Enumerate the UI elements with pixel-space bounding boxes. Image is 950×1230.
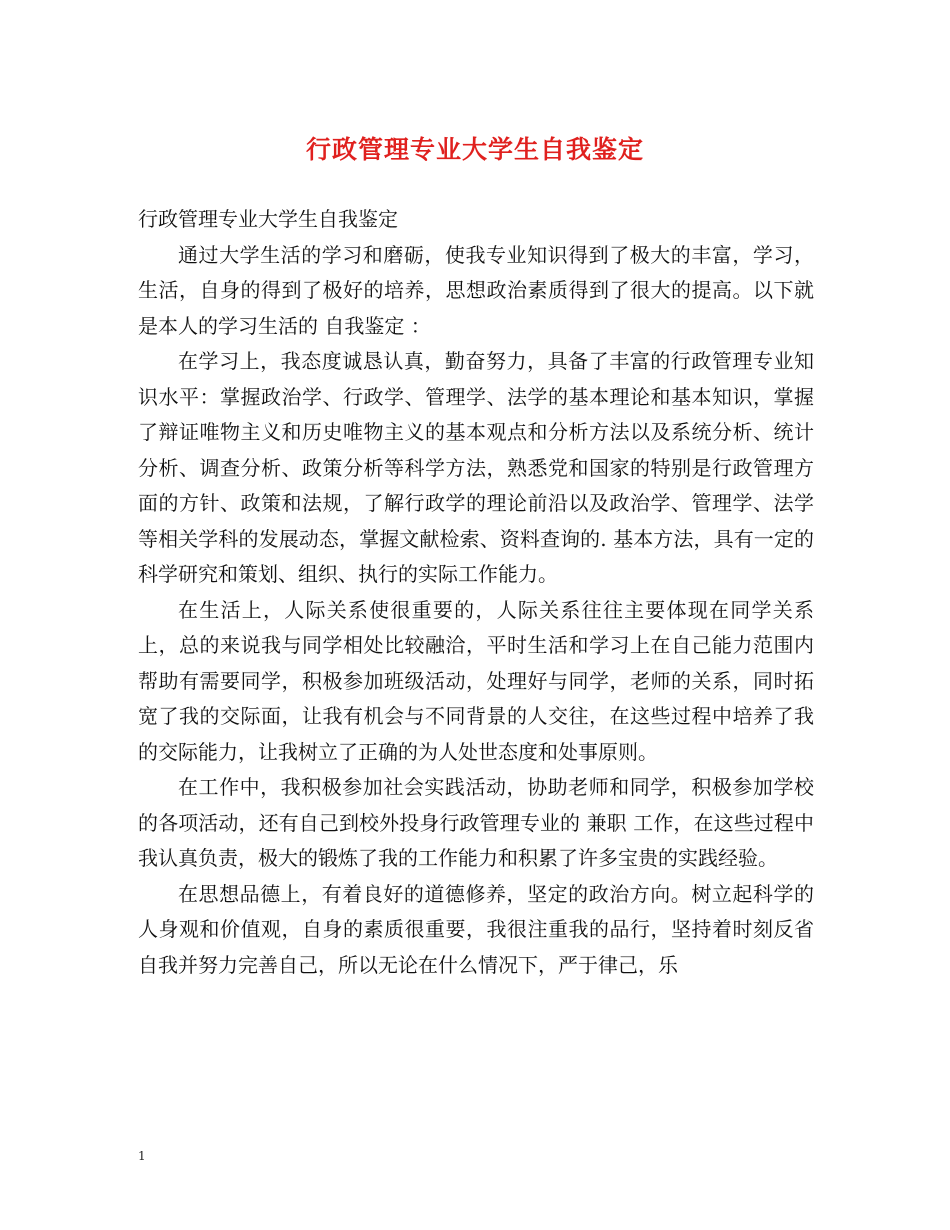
paragraph-morality: 在思想品德上，有着良好的道德修养，坚定的政治方向。树立起科学的人身观和价值观，自身的素质很重要，我很注重我的品行，坚持着时刻反省自我并努力完善自己，所以无论在什么情况下，严于律己，乐 bbox=[138, 881, 814, 977]
paragraph-intro: 通过大学生活的学习和磨砺，使我专业知识得到了极大的丰富，学习，生活，自身的得到了极好的培养，思想政治素质得到了很大的提高。以下就是本人的学习生活的 自我鉴定 ： bbox=[138, 242, 814, 338]
paragraph-work: 在工作中，我积极参加社会实践活动，协助老师和同学，积极参加学校的各项活动，还有自己到校外投身行政管理专业的 兼职 工作，在这些过程中我认真负责，极大的锻炼了我的工作能力和积累了许多宝贵的实践经验。 bbox=[138, 775, 814, 870]
paragraph-life: 在生活上，人际关系使很重要的，人际关系往往主要体现在同学关系上，总的来说我与同学相处比较融洽，平时生活和学习上在自己能力范围内帮助有需要同学，积极参加班级活动，处理好与同学，老师的关系，同时拓宽了我的交际面，让我有机会与不同背景的人交往，在这些过程中培养了我的交际能力，让我树立了正确的为人处世态度和处事原则。 bbox=[138, 597, 814, 764]
page-number: 1 bbox=[138, 1149, 146, 1163]
document-body bbox=[138, 202, 814, 983]
document-title: 行政管理专业大学生自我鉴定 bbox=[305, 135, 644, 164]
paragraph-study: 在学习上，我态度诚恳认真，勤奋努力，具备了丰富的行政管理专业知识水平：掌握政治学、行政学、管理学、法学的基本理论和基本知识，掌握了辩证唯物主义和历史唯物主义的基本观点和分析方法以及系统分析、统计分析、调查分析、政策分析等科学方法，熟悉党和国家的特别是行政管理方面的方针、政策和法规，了解行政学的理论前沿以及政治学、管理学、法学等相关学科的发展动态，掌握文献检索、资料查询的. 基本方法，具有一定的科学研究和策划、组织、执行的实际工作能力。 bbox=[138, 349, 814, 586]
document-subtitle: 行政管理专业大学生自我鉴定 bbox=[138, 207, 398, 231]
